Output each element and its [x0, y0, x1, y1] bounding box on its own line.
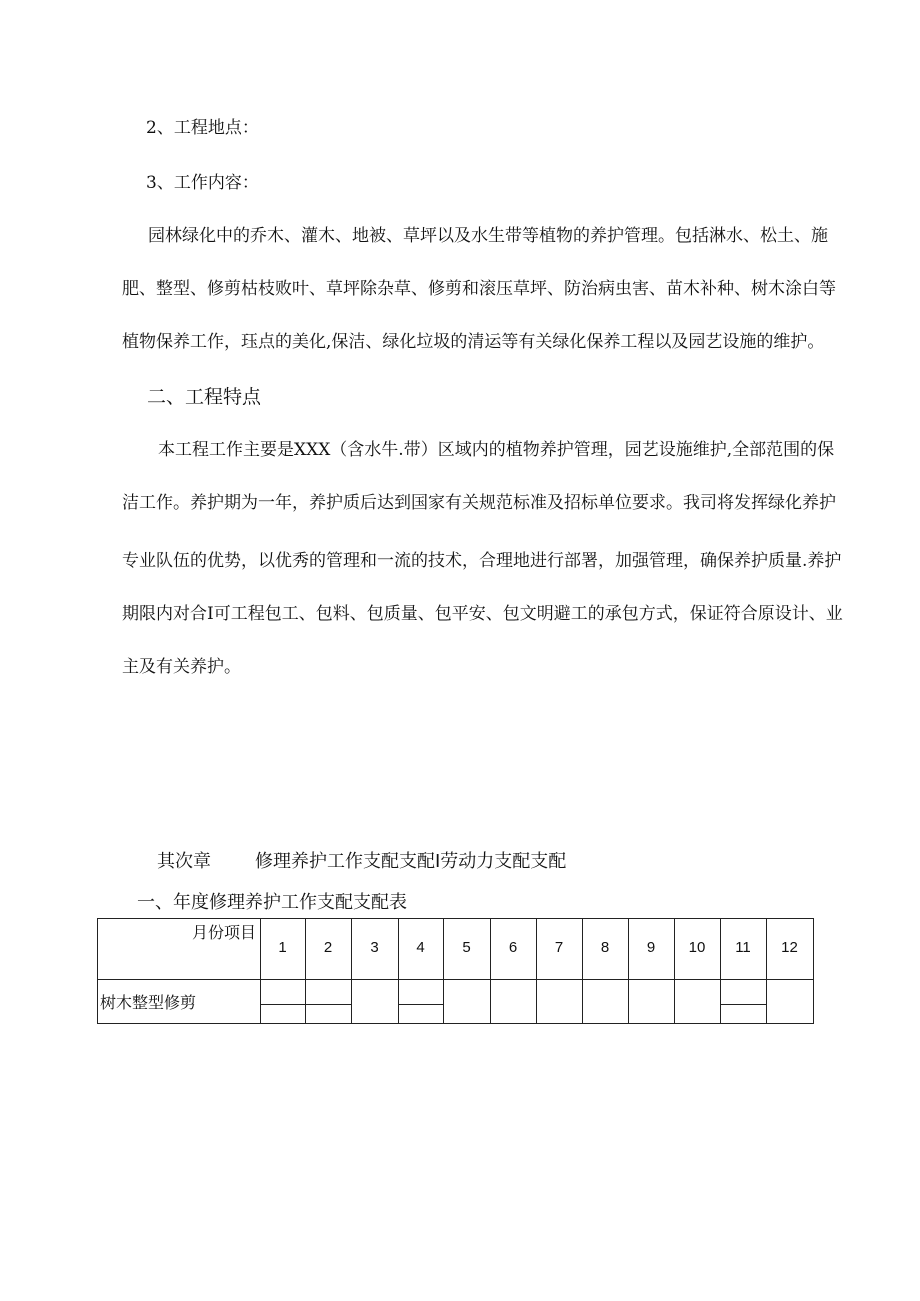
month-2: 2	[323, 939, 333, 956]
features-line-4: 期限内对合I可工程包工、包料、包质量、包平安、包文明避工的承包方式，保证符合原设计、业	[122, 604, 843, 624]
features-line-2: 洁工作。养护期为一年，养护质后达到国家有关规范标准及招标单位要求。我司将发挥绿化养护	[122, 493, 836, 513]
month-1: 1	[278, 939, 287, 956]
schedule-heading: 一、年度修理养护工作支配支配表	[137, 892, 407, 913]
month-11: 11	[735, 939, 751, 956]
month-4: 4	[416, 939, 425, 956]
month-12: 12	[781, 939, 798, 956]
project-features-heading: 二、工程特点	[147, 386, 262, 408]
features-line-1: 本工程工作主要是XXX（含水牛.带）区域内的植物养护管理，园艺设施维护,全部范围的保	[158, 440, 835, 460]
row-label-tree-pruning: 树木整型修剪	[100, 993, 197, 1012]
month-9: 9	[646, 939, 656, 956]
month-6: 6	[508, 939, 518, 956]
month-8: 8	[600, 939, 610, 956]
month-7: 7	[554, 939, 564, 956]
corner-label: 月份项目	[191, 923, 256, 942]
work-content-line-1: 园林绿化中的乔木、灌木、地被、草坪以及水生带等植物的养护管理。包括淋水、松土、施	[148, 226, 828, 246]
month-3: 3	[370, 939, 379, 956]
month-10: 10	[688, 939, 706, 956]
header-row-divider	[98, 979, 813, 980]
corner-header-cell	[98, 919, 260, 979]
month-5: 5	[462, 939, 471, 956]
work-content-line-3: 植物保养工作，珏点的美化,保洁、绿化垃圾的清运等有关绿化保养工程以及园艺设施的维护。	[122, 332, 825, 352]
chapter-label: 其次章	[157, 851, 211, 872]
project-location-label: 2、工程地点：	[146, 118, 259, 138]
schedule-table	[97, 918, 814, 1024]
work-content-line-2: 肥、整型、修剪枯枝败叶、草坪除杂草、修剪和滚压草坪、防治病虫害、苗木补种、树木涂白等	[122, 279, 836, 299]
features-line-3: 专业队伍的优势，以优秀的管理和一流的技术，合理地进行部署，加强管理，确保养护质量.养护	[122, 551, 842, 571]
work-content-label: 3、工作内容：	[146, 173, 259, 193]
features-line-5: 主及有关养护。	[122, 657, 241, 677]
chapter-title: 修理养护工作支配支配I劳动力支配支配	[255, 851, 567, 872]
